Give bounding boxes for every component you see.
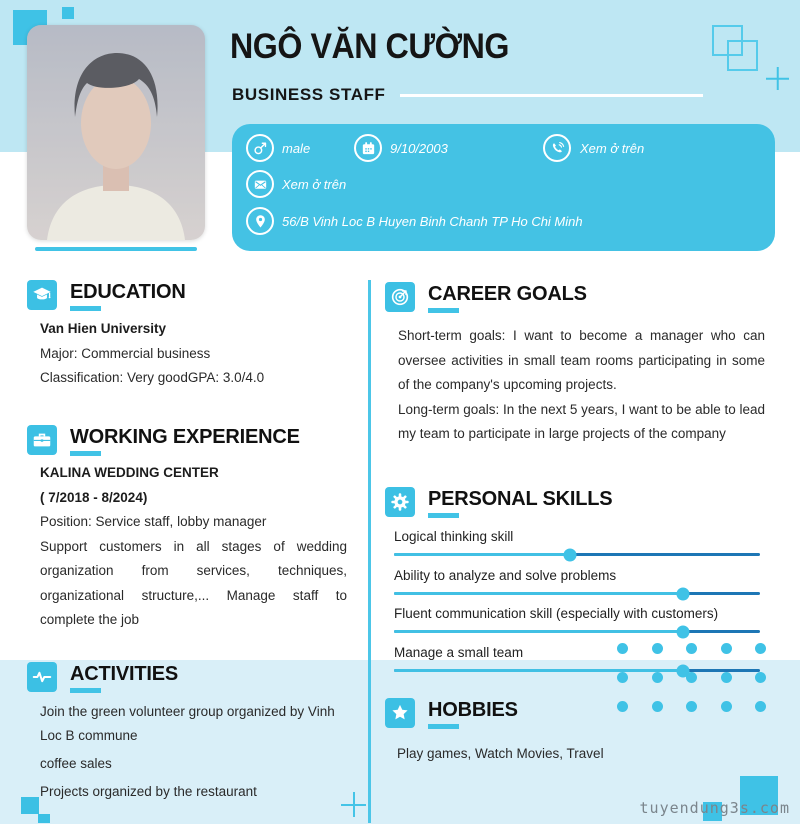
job-description: Support customers in all stages of wedding organization from services, techniques, organizational structure,... Manage staff to complete the job — [40, 538, 347, 627]
education-title-bar — [70, 306, 101, 311]
activities-title: ACTIVITIES — [70, 663, 179, 685]
phone-value: Xem ở trên — [580, 141, 645, 156]
career-goals-title: CAREER GOALS — [428, 283, 587, 305]
job-title: BUSINESS STAFF — [232, 85, 386, 104]
contact-card — [232, 124, 775, 251]
activity-item: coffee sales — [40, 756, 112, 771]
skill-label: Ability to analyze and solve problems — [394, 568, 617, 583]
short-term-goals: Short-term goals: I want to become a manager who can oversee activities in small team rooms participating in some of the company's upcoming projects. — [398, 328, 765, 392]
major: Major: Commercial business — [40, 345, 211, 361]
location-icon — [246, 207, 274, 235]
activities-title-bar — [70, 688, 101, 693]
calendar-icon — [354, 134, 382, 162]
personal-skills-title: PERSONAL SKILLS — [428, 488, 613, 510]
birthday-value: 9/10/2003 — [390, 141, 448, 156]
email-icon — [246, 170, 274, 198]
skill-label: Logical thinking skill — [394, 529, 514, 544]
education-icon — [27, 280, 57, 310]
skill-row — [394, 645, 760, 684]
skill-slider — [394, 592, 760, 595]
classification: Classification: Very goodGPA: 3.0/4.0 — [40, 370, 265, 385]
job-title-line — [400, 94, 703, 97]
skill-row — [394, 568, 760, 607]
hobbies-icon — [385, 698, 415, 728]
career-goals-content — [398, 324, 765, 447]
career-goals-title-bar — [428, 308, 459, 313]
career-goals-icon — [385, 282, 415, 312]
position: Position: Service staff, lobby manager — [40, 514, 267, 529]
education-title: EDUCATION — [70, 281, 186, 303]
address-value: 56/B Vinh Loc B Huyen Binh Chanh TP Ho Chi Minh — [282, 214, 583, 229]
slider-handle — [677, 664, 690, 677]
activity-item: Join the green volunteer group organized by Vinh Loc B commune — [40, 704, 335, 743]
school-name: Van Hien University — [40, 321, 167, 336]
gender-value: male — [282, 141, 311, 156]
activity-item: Projects organized by the restaurant — [40, 784, 257, 799]
skill-slider — [394, 553, 760, 556]
activities-icon — [27, 662, 57, 692]
decor-outline-square — [727, 40, 758, 71]
skill-slider — [394, 669, 760, 672]
decor-square — [21, 797, 39, 814]
activities-list — [40, 700, 352, 804]
experience-title: WORKING EXPERIENCE — [70, 426, 300, 448]
decor-square — [62, 7, 74, 19]
experience-content — [40, 461, 347, 633]
personal-skills-title-bar — [428, 513, 459, 518]
slider-handle — [677, 625, 690, 638]
skill-slider — [394, 630, 760, 633]
experience-title-bar — [70, 451, 101, 456]
watermark: tuyendung3s.com — [639, 799, 790, 817]
hobbies-text: Play games, Watch Movies, Travel — [397, 746, 604, 761]
photo-underline — [35, 247, 197, 251]
experience-icon — [27, 425, 57, 455]
email-value: Xem ở trên — [282, 177, 347, 192]
work-period: ( 7/2018 - 8/2024) — [40, 489, 148, 505]
hobbies-title-bar — [428, 724, 459, 729]
decor-square — [38, 814, 50, 823]
slider-handle — [563, 548, 576, 561]
skill-row — [394, 529, 760, 568]
personal-skills-icon — [385, 487, 415, 517]
long-term-goals: Long-term goals: In the next 5 years, I want to be able to lead my team to participate in large projects of the company — [398, 401, 765, 441]
slider-handle — [677, 587, 690, 600]
candidate-name: NGÔ VĂN CƯỜNG — [230, 27, 509, 66]
company-name: KALINA WEDDING CENTER — [40, 465, 219, 480]
hobbies-title: HOBBIES — [428, 699, 518, 721]
skill-label: Fluent communication skill (especially with customers) — [394, 606, 719, 621]
column-divider — [368, 280, 371, 823]
education-content — [40, 317, 350, 391]
profile-photo — [27, 25, 205, 240]
skill-row — [394, 606, 760, 645]
gender-icon — [246, 134, 274, 162]
plus-icon — [766, 67, 789, 90]
phone-icon — [543, 134, 571, 162]
skill-label: Manage a small team — [394, 645, 524, 660]
